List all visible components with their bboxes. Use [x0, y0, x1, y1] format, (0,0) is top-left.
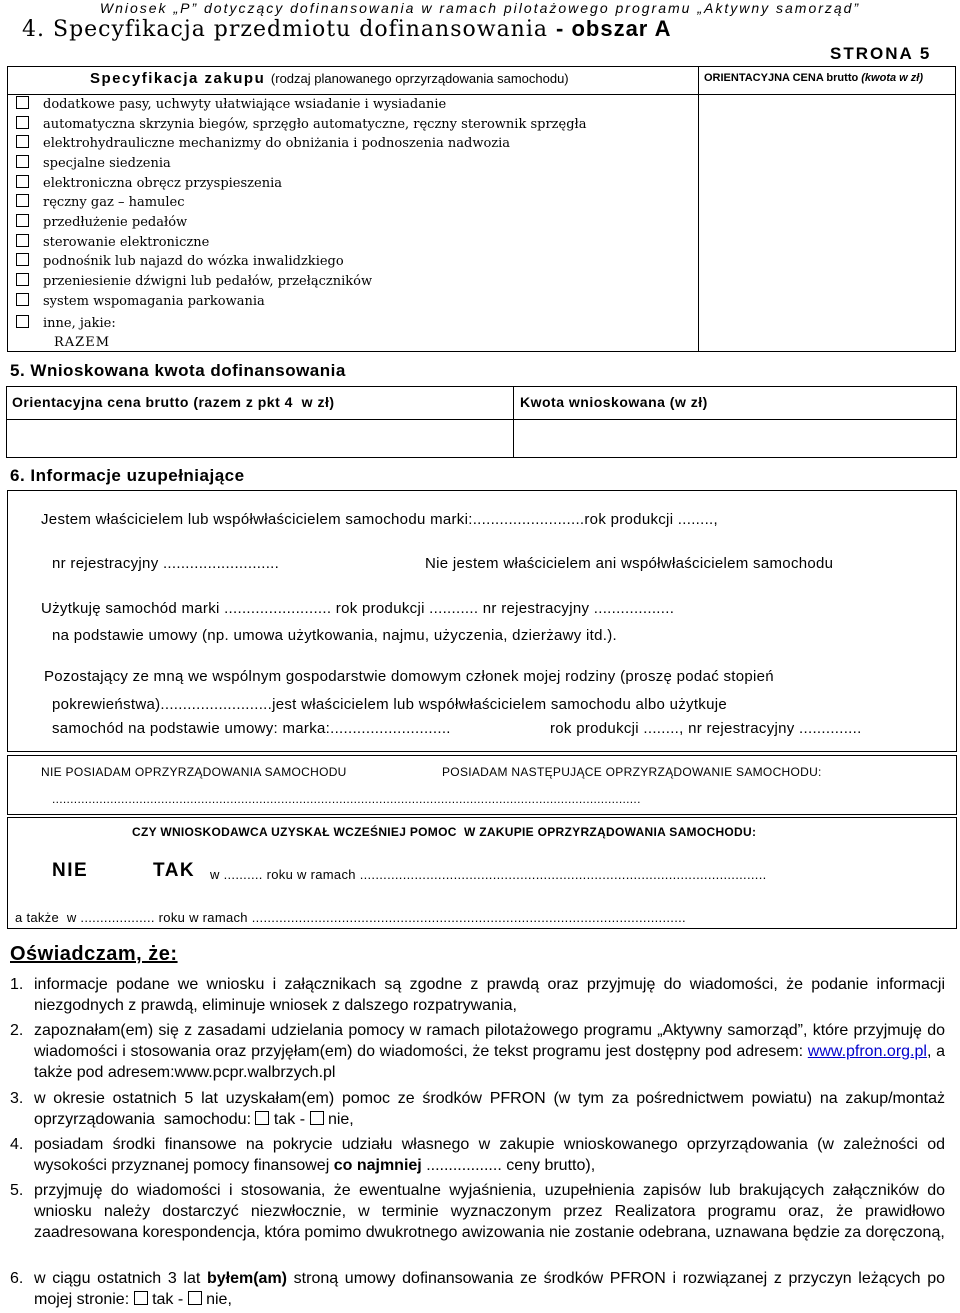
spec-item[interactable]: dodatkowe pasy, uchwyty ułatwiające wsiadanie i wysiadanie — [16, 96, 446, 115]
price-total-field[interactable] — [8, 421, 511, 456]
user-line: Użytkuję samochód marki ........................ rok produkcji ........... nr rejestracyjny .................. — [41, 600, 675, 617]
equipment-dots: .................................................................................................................................................................. — [52, 792, 641, 806]
section-6-heading: 6. Informacje uzupełniające — [10, 466, 245, 485]
spec-item[interactable]: sterowanie elektroniczne — [16, 234, 209, 253]
section-5-heading: 5. Wnioskowana kwota dofinansowania — [10, 361, 346, 380]
previous-aid-question: CZY WNIOSKODAWCA UZYSKAŁ WCZEŚNIEJ POMOC W ZAKUPIE OPRZYRZĄDOWANIA SAMOCHODU: — [132, 825, 757, 839]
pfron-link[interactable]: www.pfron.org.pl — [807, 1043, 927, 1060]
declarations-heading: Oświadczam, że: — [10, 943, 178, 965]
price-total-label: Orientacyjna cena brutto (razem z pkt 4 w zł) — [12, 394, 335, 410]
amount-divider — [513, 386, 514, 458]
not-owner-line: Nie jestem właścicielem ani współwłaścicielem samochodu — [425, 555, 834, 572]
family-line-1: Pozostający ze mną we wspólnym gospodarstwie domowym członek mojej rodziny (proszę podać stopień — [44, 668, 774, 685]
spec-item[interactable]: automatyczna skrzynia biegów, sprzęgło automatyczne, ręczny sterownik sprzęgła — [16, 116, 587, 135]
running-header: Wniosek „P” dotyczący dofinansowania w ramach pilotażowego programu „Aktywny samorząd” — [99, 0, 861, 16]
spec-item[interactable]: elektrohydrauliczne mechanizmy do obniżania i podnoszenia nadwozia — [16, 135, 510, 154]
amount-header-line — [6, 419, 957, 420]
page-number: STRONA 5 — [830, 44, 932, 63]
spec-item[interactable]: przedłużenie pedałów — [16, 214, 187, 233]
checkbox[interactable] — [16, 175, 29, 188]
declaration-1: 1. informacje podane we wniosku i załącznikach są zgodne z prawdą oraz przyjmuję do wiadomości, że podanie informacji niezgodnych z prawdą, eliminuje wniosek z dalszego rozpatrywania, — [10, 976, 945, 1014]
yes-details-line: w .......... roku w ramach ........................................................................................................ — [210, 867, 767, 882]
total-label: RAZEM — [54, 335, 111, 350]
checkbox[interactable] — [16, 293, 29, 306]
checkbox[interactable] — [310, 1111, 324, 1125]
spec-item[interactable]: elektroniczna obręcz przyspieszenia — [16, 175, 282, 194]
declaration-4: 4. posiadam środki finansowe na pokrycie udziału własnego w zakupie wnioskowanego oprzyrządowania (w zależności od wysokości przyznanej pomocy finansowej co najmniej ................. ceny brutto), — [10, 1136, 945, 1174]
declaration-2: 2. zapoznałam(em) się z zasadami udzielania pomocy w ramach pilotażowego programu „Aktywny samorząd”, które przyjmuję do wiadomości i stosowania oraz przyjęłam(em) do wiadomości, że tekst programu jest dostępny pod adresem: www.pfron.org.pl, a także pod adresem:www.pcpr.walbrzych.pl — [10, 1022, 946, 1081]
requested-amount-label: Kwota wnioskowana (w zł) — [520, 394, 708, 410]
checkbox[interactable] — [16, 194, 29, 207]
spec-header-line — [7, 94, 956, 95]
checkbox[interactable] — [16, 96, 29, 109]
spec-item[interactable]: system wspomagania parkowania — [16, 293, 265, 312]
spec-divider — [698, 66, 699, 352]
checkbox[interactable] — [255, 1111, 269, 1125]
checkbox[interactable] — [16, 253, 29, 266]
checkbox[interactable] — [16, 214, 29, 227]
price-heading: ORIENTACYJNA CENA brutto (kwota w zł) — [704, 72, 923, 84]
family-line-3b: rok produkcji ........, nr rejestracyjny .............. — [550, 720, 862, 737]
spec-item[interactable]: podnośnik lub najazd do wózka inwalidzkiego — [16, 253, 344, 272]
checkbox[interactable] — [16, 116, 29, 129]
no-equipment-option[interactable]: NIE POSIADAM OPRZYRZĄDOWANIA SAMOCHODU — [41, 765, 347, 779]
yes-option[interactable]: TAK — [153, 860, 196, 881]
checkbox[interactable] — [188, 1291, 202, 1305]
section-4-title: 4. Specyfikacja przedmiotu dofinansowania - obszar A — [22, 16, 672, 42]
equipment-box — [7, 755, 957, 815]
checkbox[interactable] — [16, 273, 29, 286]
declaration-3: 3. w okresie ostatnich 5 lat uzyskałam(em) pomoc ze środków PFRON (w tym za pośrednictwem powiatu) na zakup/montaż oprzyrządowania samochodu: tak - nie, — [10, 1090, 945, 1128]
spec-item[interactable]: ręczny gaz – hamulec — [16, 194, 185, 213]
checkbox[interactable] — [134, 1291, 148, 1305]
declaration-6: 6. w ciągu ostatnich 3 lat byłem(am) stroną umowy dofinansowania ze środków PFRON i rozwiązanej z przyczyn leżących po mojej stronie: tak - nie, — [10, 1270, 945, 1308]
contract-line: na podstawie umowy (np. umowa użytkowania, najmu, użyczenia, dzierżawy itd.). — [52, 627, 618, 644]
no-option[interactable]: NIE — [52, 860, 89, 881]
spec-heading: Specyfikacja zakupu (rodzaj planowanego oprzyrządowania samochodu) — [90, 70, 569, 87]
family-line-2: pokrewieństwa).........................jest właścicielem lub współwłaścicielem samochodu albo użytkuje — [52, 696, 728, 713]
spec-item[interactable]: przeniesienie dźwigni lub pedałów, przełączników — [16, 273, 372, 292]
also-details-line: a także w ................... roku w ramach ............................................................................................................... — [15, 910, 686, 925]
checkbox[interactable] — [16, 234, 29, 247]
checkbox[interactable] — [16, 315, 29, 328]
checkbox[interactable] — [16, 155, 29, 168]
family-line-3a: samochód na podstawie umowy: marka:........................... — [52, 720, 451, 737]
spec-item-other[interactable]: inne, jakie: — [16, 315, 116, 334]
requested-amount-field[interactable] — [515, 421, 955, 456]
registration-line: nr rejestracyjny .......................... — [52, 555, 280, 572]
checkbox[interactable] — [16, 135, 29, 148]
owner-line: Jestem właścicielem lub współwłaścicielem samochodu marki:.........................rok produkcji ........, — [41, 511, 718, 528]
has-equipment-option[interactable]: POSIADAM NASTĘPUJĄCE OPRZYRZĄDOWANIE SAMOCHODU: — [442, 765, 822, 779]
declaration-5: 5. przyjmuję do wiadomości i stosowania, że ewentualne wyjaśnienia, uzupełnienia zapisów lub brakujących załączników do wniosku należy dostarczyć niezwłocznie, w terminie wyznaczonym przez Realizatora programu oraz, że prawidłowo zaadresowana korespondencja, która pomimo dwukrotnego awizowania nie zostanie odebrana, uznawana będzie za doręczoną, — [10, 1182, 945, 1241]
spec-item[interactable]: specjalne siedzenia — [16, 155, 171, 174]
